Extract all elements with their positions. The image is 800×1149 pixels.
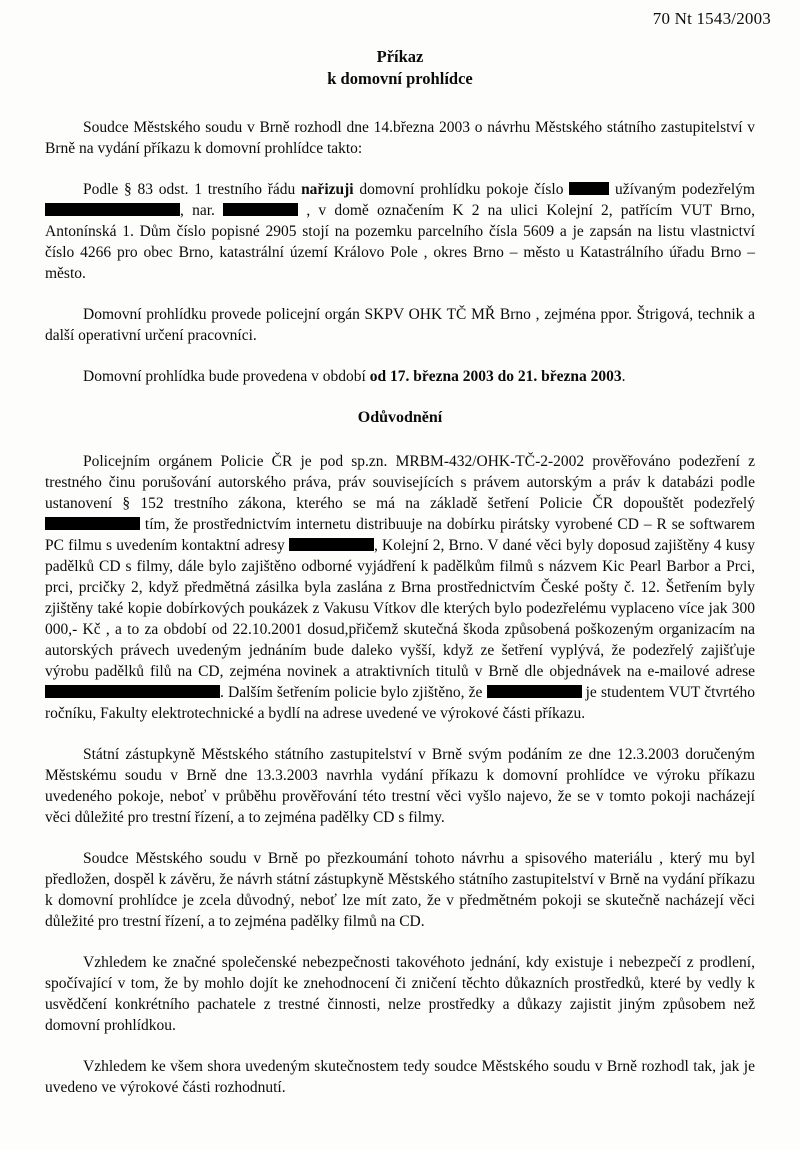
- text-run: je studentem VUT čtvrtého ročníku, Fakulty elektrotechnické a bydlí na adrese uvedené ve výrokové části příkazu.: [45, 684, 755, 722]
- redaction-bar: [487, 685, 582, 698]
- paragraph: [45, 848, 755, 932]
- paragraph: [45, 744, 755, 828]
- text-run: Soudce Městského soudu v Brně po přezkoumání tohoto návrhu a spisového materiálu , který mu byl předložen, dospěl k závěru, že návrh státní zástupkyně Městského státního zastupitelství v Brně na vydání příkazu k domovní prohlídce je zcela důvodný, neboť lze mít zato, že v předmětném pokoji se skutečně nacházejí věci důležité pro trestní řízení, a to zejména padělky filmů na CD.: [45, 850, 755, 930]
- text-run: Podle § 83 odst. 1 trestního řádu: [83, 181, 302, 198]
- paragraph: [45, 179, 755, 284]
- case-number: 70 Nt 1543/2003: [652, 9, 771, 28]
- redaction-bar: [223, 203, 298, 216]
- paragraph: [45, 1056, 755, 1098]
- redaction-bar: [45, 685, 220, 698]
- title-line-1: Příkaz: [376, 47, 424, 66]
- paragraph: [45, 366, 755, 387]
- text-run: Státní zástupkyně Městského státního zastupitelství v Brně svým podáním ze dne 12.3.2003 doručeným Městskému soudu v Brně dne 13.3.2003 navrhla vydání příkazu k domovní prohlídce ve výroku příkazu uvedeného pokoje, neboť v průběhu prověřování této trestní věci vyšlo najevo, že se v tomto pokoji nacházejí věci důležité pro trestní řízení, a to zejména padělky CD s filmy.: [45, 746, 755, 826]
- text-run: Vzhledem ke všem shora uvedeným skutečnostem tedy soudce Městského soudu v Brně rozhodl tak, jak je uvedeno ve výrokové části rozhodnutí.: [45, 1058, 755, 1096]
- section-heading: Odůvodnění: [357, 409, 443, 426]
- redaction-bar: [289, 538, 374, 551]
- bold-text: od 17. března 2003 do 21. března 2003: [369, 368, 622, 385]
- text-run: domovní prohlídku pokoje číslo: [353, 181, 570, 198]
- redaction-bar: [45, 517, 140, 530]
- text-run: Soudce Městského soudu v Brně rozhodl dne 14.března 2003 o návrhu Městského státního zastupitelství v Brně na vydání příkazu k domovní prohlídce takto:: [45, 119, 755, 157]
- text-run: Domovní prohlídku provede policejní orgán SKPV OHK TČ MŘ Brno , zejména ppor. Štrigová, technik a další operativní určení pracovníci.: [45, 306, 755, 344]
- text-run: Policejním orgánem Policie ČR je pod sp.zn. MRBM-432/OHK-TČ-2-2002 prověřováno podezření z trestného činu porušování autorského práva, práv souvisejících s právem autorským a práv k databázi podle ustanovení § 152 trestního zákona, kterého se má na základě šetření Policie ČR dopouštět podezřelý: [45, 453, 755, 512]
- paragraph: [45, 304, 755, 346]
- document-title: [45, 46, 755, 90]
- text-run: , nar.: [180, 202, 224, 219]
- text-run: tím, že prostřednictvím internetu distribuuje na dobírku pirátsky vyrobené CD – R se softwarem PC filmu s uvedením kontaktní adresy: [45, 516, 755, 554]
- text-run: užívaným podezřelým: [609, 181, 755, 198]
- paragraph: [45, 952, 755, 1036]
- text-run: Domovní prohlídka bude provedena v období: [83, 368, 370, 385]
- bold-text: nařizuji: [301, 181, 354, 198]
- text-run: , Kolejní 2, Brno. V dané věci byly doposud zajištěny 4 kusy padělků CD s filmy, dále bylo zajištěno odborné vyjádření k padělkům filmů s názvem Kic Pearl Barbor a Prci, prci, prcičky 2, když předmětná zásilka byla zaslána z Brna prostřednictvím České pošty č. 12. Šetřením byly zjištěny také kopie dobírkových poukázek z Vakusu Vítkov dle kterých bylo podezřelému vyplaceno více jak 300 000,- Kč , a to za období od 22.10.2001 dosud,přičemž skutečná škoda způsobená poškozeným organizacím na autorských právech uvedeným jednáním bude daleko vyšší, když ze šetření vyplývá, že podezřelý zajišťuje výrobu padělků filů na CD, zejména novinek a atraktivních titulů v Brně dle objednávek na e-mailové adrese: [45, 537, 755, 680]
- text-run: .: [621, 368, 626, 385]
- paragraph: [45, 451, 755, 724]
- text-run: Vzhledem ke značné společenské nebezpečnosti takovéhoto jednání, kdy existuje i nebezpečí z prodlení, spočívající v tom, že by mohlo dojít ke znehodnocení či zničení těchto důkazních prostředků, které by vedly k usvědčení konkrétního pachatele z trestné činnosti, nelze prostředky a důkazy zajistit jiným způsobem než domovní prohlídkou.: [45, 954, 755, 1034]
- document-body: [45, 117, 755, 1098]
- redaction-bar: [45, 203, 180, 216]
- text-run: . Dalším šetřením policie bylo zjištěno, že: [220, 684, 487, 701]
- title-line-2: k domovní prohlídce: [327, 69, 473, 88]
- text-run: , v domě označením K 2 na ulici Kolejní 2, patřícím VUT Brno, Antonínská 1. Dům číslo popisné 2905 stojí na pozemku parcelního čísla 5609 a je zapsán na listu vlastnictví číslo 4266 pro obec Brno, katastrální území Královo Pole , okres Brno – město u Katastrálního úřadu Brno – město.: [45, 202, 756, 282]
- redaction-bar: [569, 182, 609, 195]
- paragraph: [45, 117, 755, 159]
